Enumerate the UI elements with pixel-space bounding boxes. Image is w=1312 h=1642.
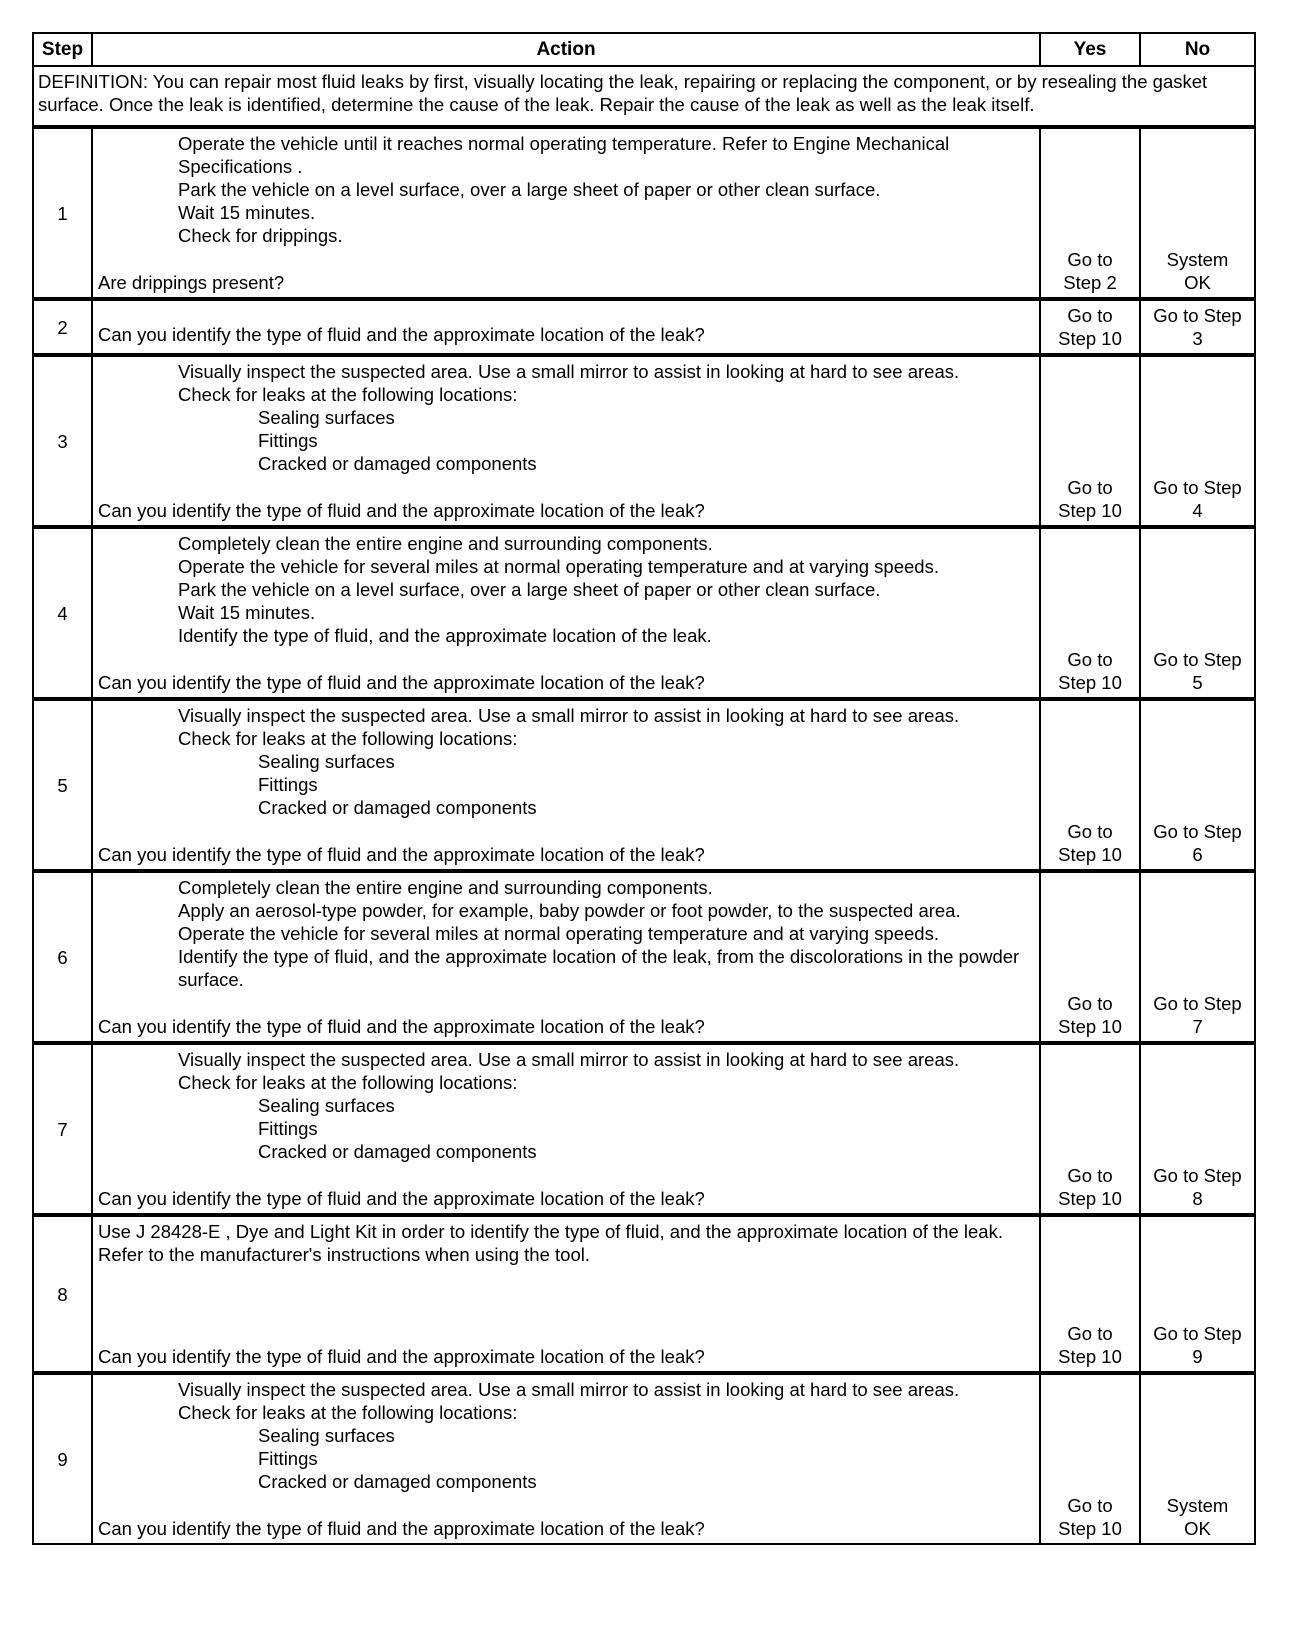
step-number: 8 (33, 1215, 92, 1373)
yes-result (1040, 1215, 1140, 1373)
yes-result-line: Step 10 (1058, 1518, 1122, 1539)
action-line: Check for drippings. (178, 225, 343, 246)
action-question: Can you identify the type of fluid and the approximate location of the leak? (98, 324, 705, 345)
action-cell (92, 355, 1040, 527)
action-line: Use J 28428-E , Dye and Light Kit in order to identify the type of fluid, and the approximate location of the leak. Refer to the manufacturer's instructions when using the tool. (98, 1221, 1003, 1265)
action-question: Can you identify the type of fluid and the approximate location of the leak? (98, 1016, 705, 1037)
no-result-line: Go to Step (1153, 821, 1242, 842)
no-result (1140, 127, 1255, 299)
no-result-line: OK (1184, 1518, 1211, 1539)
yes-result-line: Step 10 (1058, 1188, 1122, 1209)
table-row (33, 871, 1255, 1043)
yes-result (1040, 355, 1140, 527)
yes-result (1040, 699, 1140, 871)
action-line: Cracked or damaged components (258, 1471, 537, 1492)
action-question: Can you identify the type of fluid and the approximate location of the leak? (98, 1188, 705, 1209)
action-line: Check for leaks at the following locations: (178, 1072, 518, 1093)
action-line: Sealing surfaces (258, 751, 395, 772)
action-instructions (98, 1048, 1035, 1187)
table-row (33, 355, 1255, 527)
yes-result-line: Step 10 (1058, 1346, 1122, 1367)
action-cell (92, 1373, 1040, 1544)
no-result-line: 3 (1192, 328, 1203, 349)
no-result-line: Go to Step (1153, 993, 1242, 1014)
action-line: Cracked or damaged components (258, 453, 537, 474)
action-question: Are drippings present? (98, 272, 285, 293)
yes-result (1040, 127, 1140, 299)
yes-result-line: Go to (1067, 649, 1113, 670)
action-line: Visually inspect the suspected area. Use a small mirror to assist in looking at hard to see areas. (178, 705, 960, 726)
header-row (33, 33, 1255, 66)
table-row (33, 699, 1255, 871)
action-line: Visually inspect the suspected area. Use a small mirror to assist in looking at hard to see areas. (178, 1379, 960, 1400)
definition-row (33, 66, 1255, 127)
no-result (1140, 355, 1255, 527)
action-line: Sealing surfaces (258, 407, 395, 428)
no-result-line: Go to Step (1153, 477, 1242, 498)
diagnostic-table (32, 32, 1256, 1545)
yes-result-line: Go to (1067, 1323, 1113, 1344)
step-number: 7 (33, 1043, 92, 1215)
step-number: 5 (33, 699, 92, 871)
no-result-line: System (1166, 249, 1229, 270)
step-number: 1 (33, 127, 92, 299)
action-instructions (98, 532, 1035, 671)
yes-result-line: Go to (1067, 477, 1113, 498)
action-cell (92, 1215, 1040, 1373)
no-result-line: 4 (1192, 500, 1203, 521)
header-yes: Yes (1040, 33, 1140, 66)
no-result (1140, 527, 1255, 699)
yes-result (1040, 299, 1140, 355)
action-instructions (98, 1378, 1035, 1517)
action-line: Cracked or damaged components (258, 1141, 537, 1162)
no-result-line: 8 (1192, 1188, 1203, 1209)
yes-result (1040, 1043, 1140, 1215)
step-number: 9 (33, 1373, 92, 1544)
step-number: 6 (33, 871, 92, 1043)
yes-result (1040, 527, 1140, 699)
action-line: Operate the vehicle until it reaches normal operating temperature. Refer to Engine Mechanical Specifications . (178, 133, 950, 177)
table-row (33, 1043, 1255, 1215)
action-question: Can you identify the type of fluid and the approximate location of the leak? (98, 1346, 705, 1367)
no-result (1140, 871, 1255, 1043)
action-line: Park the vehicle on a level surface, over a large sheet of paper or other clean surface. (178, 579, 881, 600)
action-line: Wait 15 minutes. (178, 202, 316, 223)
yes-result-line: Step 10 (1058, 328, 1122, 349)
action-line: Operate the vehicle for several miles at normal operating temperature and at varying speeds. (178, 923, 939, 944)
action-line: Completely clean the entire engine and surrounding components. (178, 877, 713, 898)
action-question: Can you identify the type of fluid and the approximate location of the leak? (98, 672, 705, 693)
no-result (1140, 299, 1255, 355)
step-number: 2 (33, 299, 92, 355)
action-line: Completely clean the entire engine and surrounding components. (178, 533, 713, 554)
yes-result (1040, 871, 1140, 1043)
yes-result-line: Go to (1067, 1495, 1113, 1516)
action-line: Fittings (258, 430, 318, 451)
header-no: No (1140, 33, 1255, 66)
action-line: Visually inspect the suspected area. Use a small mirror to assist in looking at hard to see areas. (178, 361, 960, 382)
action-line: Visually inspect the suspected area. Use a small mirror to assist in looking at hard to see areas. (178, 1049, 960, 1070)
step-number: 4 (33, 527, 92, 699)
no-result-line: System (1166, 1495, 1229, 1516)
action-line: Operate the vehicle for several miles at normal operating temperature and at varying speeds. (178, 556, 939, 577)
action-cell (92, 699, 1040, 871)
action-question: Can you identify the type of fluid and the approximate location of the leak? (98, 500, 705, 521)
no-result-line: Go to Step (1153, 305, 1242, 326)
action-cell (92, 127, 1040, 299)
action-instructions (98, 1220, 1035, 1345)
no-result-line: Go to Step (1153, 1323, 1242, 1344)
action-line: Fittings (258, 774, 318, 795)
action-line: Apply an aerosol-type powder, for example, baby powder or foot powder, to the suspected area. (178, 900, 961, 921)
yes-result-line: Go to (1067, 305, 1113, 326)
action-line: Check for leaks at the following locations: (178, 728, 518, 749)
no-result-line: Go to Step (1153, 1165, 1242, 1186)
yes-result-line: Go to (1067, 249, 1113, 270)
action-line: Sealing surfaces (258, 1095, 395, 1116)
action-line: Park the vehicle on a level surface, over a large sheet of paper or other clean surface. (178, 179, 881, 200)
no-result (1140, 1215, 1255, 1373)
no-result-line: 6 (1192, 844, 1203, 865)
action-line: Check for leaks at the following locations: (178, 1402, 518, 1423)
yes-result-line: Step 2 (1063, 272, 1117, 293)
table-row (33, 299, 1255, 355)
action-question: Can you identify the type of fluid and the approximate location of the leak? (98, 844, 705, 865)
action-instructions (98, 704, 1035, 843)
no-result-line: Go to Step (1153, 649, 1242, 670)
yes-result-line: Step 10 (1058, 672, 1122, 693)
action-line: Fittings (258, 1118, 318, 1139)
no-result (1140, 699, 1255, 871)
table-row (33, 127, 1255, 299)
action-line: Cracked or damaged components (258, 797, 537, 818)
action-instructions (98, 360, 1035, 499)
action-cell (92, 871, 1040, 1043)
action-cell (92, 299, 1040, 355)
action-instructions (98, 876, 1035, 1015)
no-result-line: 5 (1192, 672, 1203, 693)
header-action: Action (92, 33, 1040, 66)
table-row (33, 1215, 1255, 1373)
action-instructions (98, 132, 1035, 271)
yes-result-line: Step 10 (1058, 844, 1122, 865)
action-line: Fittings (258, 1448, 318, 1469)
table-row (33, 1373, 1255, 1544)
no-result (1140, 1373, 1255, 1544)
definition-text: DEFINITION: You can repair most fluid leaks by first, visually locating the leak, repairing or replacing the component, or by resealing the gasket surface. Once the leak is identified, determine the cause of the leak. Repair the cause of the leak as well as the leak itself. (33, 66, 1255, 127)
yes-result (1040, 1373, 1140, 1544)
no-result (1140, 1043, 1255, 1215)
no-result-line: OK (1184, 272, 1211, 293)
yes-result-line: Step 10 (1058, 500, 1122, 521)
action-instructions (98, 304, 1035, 323)
action-cell (92, 1043, 1040, 1215)
yes-result-line: Go to (1067, 993, 1113, 1014)
action-question: Can you identify the type of fluid and the approximate location of the leak? (98, 1518, 705, 1539)
yes-result-line: Step 10 (1058, 1016, 1122, 1037)
step-number: 3 (33, 355, 92, 527)
header-step: Step (33, 33, 92, 66)
yes-result-line: Go to (1067, 821, 1113, 842)
no-result-line: 9 (1192, 1346, 1203, 1367)
action-line: Sealing surfaces (258, 1425, 395, 1446)
action-line: Check for leaks at the following locations: (178, 384, 518, 405)
table-row (33, 527, 1255, 699)
yes-result-line: Go to (1067, 1165, 1113, 1186)
action-cell (92, 527, 1040, 699)
action-line: Identify the type of fluid, and the approximate location of the leak, from the discolorations in the powder surface. (178, 946, 1020, 990)
no-result-line: 7 (1192, 1016, 1203, 1037)
action-line: Wait 15 minutes. (178, 602, 316, 623)
action-line: Identify the type of fluid, and the approximate location of the leak. (178, 625, 712, 646)
